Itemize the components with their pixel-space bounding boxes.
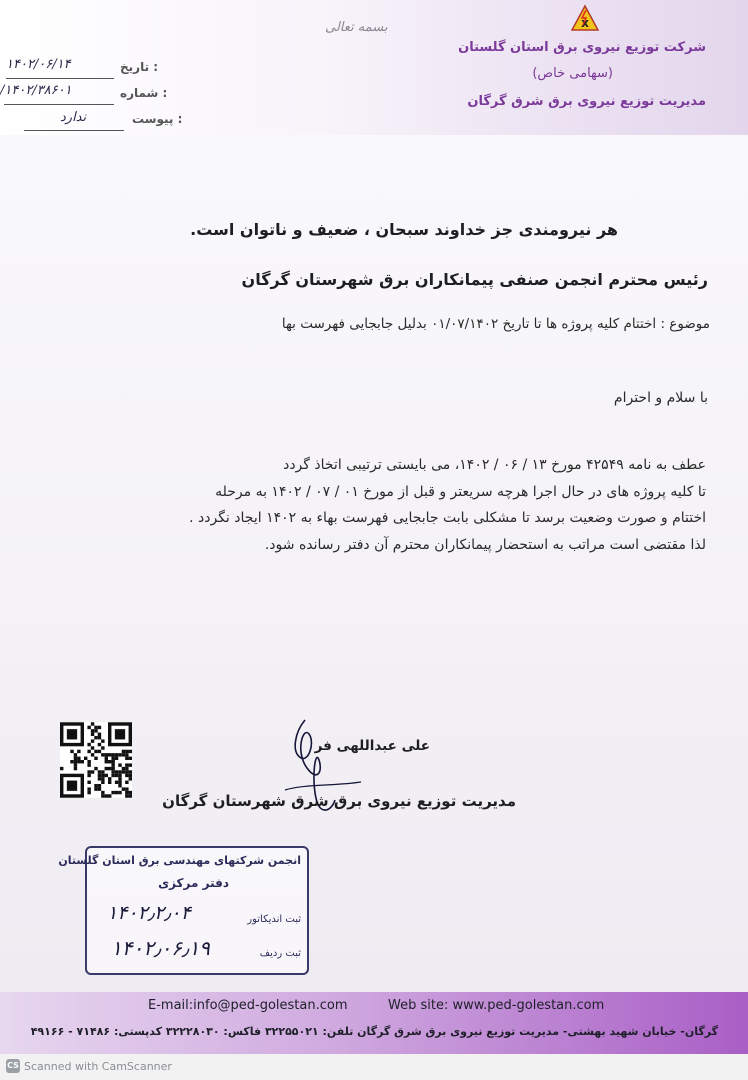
company-logo-icon [570, 4, 600, 34]
scanner-watermark-bar [0, 1054, 748, 1080]
stamp-title: انجمن شرکتهای مهندسی برق استان گلستان [58, 854, 301, 867]
body-line: تا کلیه پروژه های در حال اجرا هرچه سریعتر و قبل از مورخ ۰۱ / ۰۷ / ۱۴۰۲ به مرحله [215, 483, 706, 500]
camscanner-icon: CS [6, 1059, 20, 1073]
number-underline [4, 104, 114, 105]
attachment-label: : پیوست [132, 112, 183, 126]
recipient: رئیس محترم انجمن صنفی پیمانکاران برق شهرستان گرگان [241, 270, 708, 289]
footer-address: گرگان- خیابان شهید بهشتی- مدیریت توزیع نیروی برق شرق گرگان تلفن: ۳۲۲۵۵۰۲۱ فاکس: ۳۲۲۲۸۰۳۰ کدپستی: ۷۱۴۸۶ - ۴۹۱۶۶ [30, 1025, 718, 1038]
svg-text:x: x [581, 16, 589, 30]
date-label: : تاریخ [120, 60, 159, 74]
body-line: عطف به نامه ۴۲۵۴۹ مورخ ۱۳ / ۰۶ / ۱۴۰۲، می بایستی ترتیبی اتخاذ گردد [283, 457, 706, 473]
stamp-incoming-label: ثبت اندیکاتور [247, 914, 301, 925]
subject-line: موضوع : اختتام کلیه پروژه ها تا تاریخ ۰۱/۰۷/۱۴۰۲ بدلیل جابجایی فهرست بها [281, 316, 710, 332]
stamp-office: دفتر مرکزی [158, 876, 229, 890]
greeting: با سلام و احترام [613, 390, 708, 406]
company-name: شرکت توزیع نیروی برق استان گلستان [458, 40, 706, 55]
scanner-watermark: Scanned with CamScanner [24, 1060, 172, 1073]
stamp-row-value: ۱۴۰۲٫۰۶٫۱۹ [111, 936, 210, 960]
footer-email[interactable]: E-mail:info@ped-golestan.com [148, 998, 348, 1013]
footer-website[interactable]: Web site: www.ped-golestan.com [388, 998, 605, 1013]
company-type: (سهامی خاص) [532, 66, 613, 81]
body-line: لذا مقتضی است مراتب به استحضار پیمانکاران محترم آن دفتر رسانده شود. [264, 536, 706, 553]
number-label: : شماره [120, 86, 168, 100]
company-department: مدیریت توزیع نیروی برق شرق گرگان [467, 94, 706, 109]
signer-title: مدیریت توزیع نیروی برق شرق شهرستان گرگان [162, 792, 516, 810]
signer-name: علی عبداللهی فر [314, 738, 430, 754]
qr-code-icon [60, 722, 132, 798]
footer [0, 992, 748, 1054]
motto: هر نیرومندی جز خداوند سبحان ، ضعیف و ناتوان است. [190, 220, 618, 239]
date-underline [6, 78, 114, 79]
stamp-incoming-value: ۱۴۰۲٫۲٫۰۴ [107, 902, 191, 924]
letter-body [54, 452, 706, 558]
attachment-underline [24, 130, 124, 131]
bismillah: بسمه تعالی [325, 20, 388, 35]
stamp-row-label: ثبت ردیف [259, 948, 301, 959]
body-line: اختتام و صورت وضعیت برسد تا مشکلی بابت جابجایی فهرست بهاء به ۱۴۰۲ ایجاد نگردد . [189, 510, 706, 526]
registration-stamp [58, 846, 309, 975]
date-value: ۱۴۰۲/۰۶/۱۴ [6, 57, 71, 72]
attachment-value: ندارد [60, 110, 87, 125]
number-value: /۱۴۰۲/۳۸۶۰۱ [0, 83, 72, 98]
